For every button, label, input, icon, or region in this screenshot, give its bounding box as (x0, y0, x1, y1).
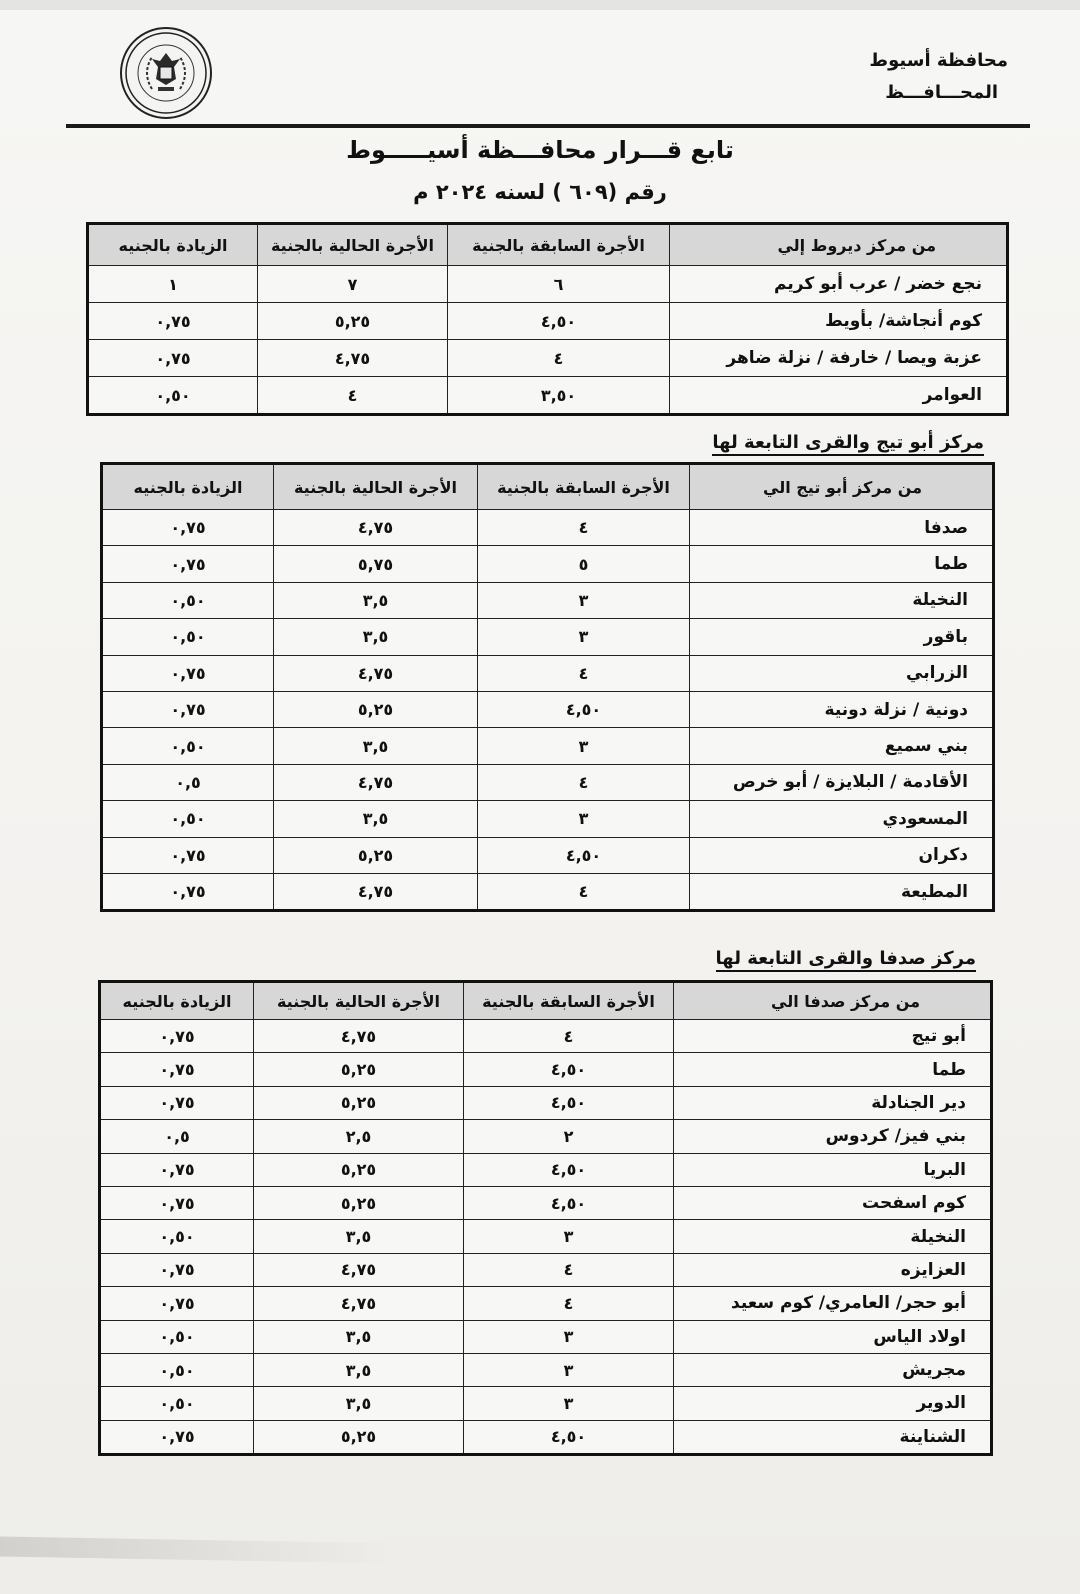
previous-fare-cell: ٤,٥٠ (464, 1086, 674, 1119)
decree-number: رقم (٦٠٩ ) لسنه ٢٠٢٤ م (413, 180, 667, 204)
table-header-row (88, 224, 1008, 266)
table-row (100, 1053, 992, 1086)
previous-fare-cell: ٤,٥٠ (464, 1053, 674, 1086)
table-row (100, 1420, 992, 1454)
table-row (102, 728, 994, 764)
increase-cell: ٠,٧٥ (100, 1186, 254, 1219)
destination-cell: طما (690, 546, 994, 582)
current-fare-cell: ٣,٥ (274, 619, 478, 655)
increase-cell: ٠,٧٥ (88, 340, 258, 377)
increase-cell: ٠,٧٥ (88, 303, 258, 340)
increase-cell: ٠,٧٥ (102, 691, 274, 727)
increase-cell: ٠,٥ (102, 764, 274, 800)
table-row (88, 340, 1008, 377)
current-fare-cell: ٥,٢٥ (258, 303, 448, 340)
increase-cell: ٠,٥٠ (100, 1220, 254, 1253)
governorate-seal-icon (120, 27, 212, 119)
increase-cell: ٠,٧٥ (102, 510, 274, 546)
destination-cell: كوم اسفحت (674, 1186, 992, 1219)
current-fare-cell: ٣,٥ (274, 728, 478, 764)
current-fare-cell: ٣,٥ (254, 1320, 464, 1353)
increase-cell: ٠,٥٠ (88, 377, 258, 415)
governorate-name: محافظة أسيوط (869, 50, 1008, 71)
current-fare-cell: ٣,٥ (254, 1353, 464, 1386)
decree-title: تابع قـــرار محافـــظة أسيـــــوط (346, 136, 734, 164)
destination-cell: النخيلة (674, 1220, 992, 1253)
current-fare-cell: ٣,٥ (254, 1387, 464, 1420)
destination-cell: كوم أنجاشة/ بأويط (670, 303, 1008, 340)
destination-cell: دونية / نزلة دونية (690, 691, 994, 727)
col-current-fare: الأجرة الحالية بالجنية (274, 464, 478, 510)
increase-cell: ٠,٥٠ (102, 801, 274, 837)
destination-cell: بني سميع (690, 728, 994, 764)
destination-cell: دير الجنادلة (674, 1086, 992, 1119)
current-fare-cell: ٤,٧٥ (274, 510, 478, 546)
table-row (102, 619, 994, 655)
increase-cell: ٠,٥٠ (102, 619, 274, 655)
previous-fare-cell: ٤,٥٠ (464, 1186, 674, 1219)
previous-fare-cell: ٦ (448, 266, 670, 303)
destination-cell: عزبة ويصا / خارفة / نزلة ضاهر (670, 340, 1008, 377)
table-row (102, 691, 994, 727)
current-fare-cell: ٥,٢٥ (254, 1086, 464, 1119)
previous-fare-cell: ٣ (464, 1220, 674, 1253)
col-destination: من مركز ديروط إلي (670, 224, 1008, 266)
previous-fare-cell: ٢ (464, 1120, 674, 1153)
destination-cell: النخيلة (690, 582, 994, 618)
page-shadow (0, 1537, 400, 1564)
table-row (102, 582, 994, 618)
increase-cell: ٠,٥٠ (100, 1353, 254, 1386)
destination-cell: العزايزه (674, 1253, 992, 1286)
previous-fare-cell: ٤,٥٠ (478, 691, 690, 727)
table-row (102, 546, 994, 582)
table-row (102, 873, 994, 910)
col-previous-fare: الأجرة السابقة بالجنية (478, 464, 690, 510)
previous-fare-cell: ٣ (464, 1353, 674, 1386)
destination-cell: المسعودي (690, 801, 994, 837)
current-fare-cell: ٣,٥ (274, 801, 478, 837)
current-fare-cell: ٤,٧٥ (254, 1253, 464, 1286)
increase-cell: ٠,٥٠ (100, 1320, 254, 1353)
previous-fare-cell: ٣ (478, 582, 690, 618)
previous-fare-cell: ٤ (478, 510, 690, 546)
current-fare-cell: ٢,٥ (254, 1120, 464, 1153)
col-previous-fare: الأجرة السابقة بالجنية (464, 982, 674, 1020)
destination-cell: نجع خضر / عرب أبو كريم (670, 266, 1008, 303)
table-row (100, 1353, 992, 1386)
col-previous-fare: الأجرة السابقة بالجنية (448, 224, 670, 266)
table-row (100, 1086, 992, 1119)
increase-cell: ٠,٥٠ (102, 582, 274, 618)
previous-fare-cell: ٣ (478, 728, 690, 764)
current-fare-cell: ٤,٧٥ (274, 873, 478, 910)
increase-cell: ١ (88, 266, 258, 303)
table-row (100, 1020, 992, 1053)
current-fare-cell: ٧ (258, 266, 448, 303)
increase-cell: ٠,٧٥ (102, 837, 274, 873)
current-fare-cell: ٣,٥ (274, 582, 478, 618)
table-row (100, 1220, 992, 1253)
destination-cell: أبو حجر/ العامري/ كوم سعيد (674, 1287, 992, 1320)
previous-fare-cell: ٤,٥٠ (478, 837, 690, 873)
increase-cell: ٠,٥ (100, 1120, 254, 1153)
increase-cell: ٠,٧٥ (100, 1086, 254, 1119)
previous-fare-cell: ٤ (478, 764, 690, 800)
table-row (100, 1387, 992, 1420)
page-top-edge (0, 0, 1080, 10)
current-fare-cell: ٥,٢٥ (254, 1420, 464, 1454)
table-row (100, 1120, 992, 1153)
destination-cell: دكران (690, 837, 994, 873)
col-increase: الزيادة بالجنيه (100, 982, 254, 1020)
increase-cell: ٠,٥٠ (102, 728, 274, 764)
table-header-row (102, 464, 994, 510)
table-row (100, 1253, 992, 1286)
fare-table-sidfa (98, 980, 993, 1456)
increase-cell: ٠,٧٥ (102, 873, 274, 910)
table-row (88, 377, 1008, 415)
current-fare-cell: ٥,٢٥ (254, 1153, 464, 1186)
current-fare-cell: ٥,٢٥ (254, 1053, 464, 1086)
header-rule (66, 124, 1030, 128)
governor-office: المحـــافـــظ (885, 82, 998, 103)
previous-fare-cell: ٤,٥٠ (464, 1420, 674, 1454)
increase-cell: ٠,٧٥ (100, 1253, 254, 1286)
destination-cell: الأقادمة / البلايزة / أبو خرص (690, 764, 994, 800)
current-fare-cell: ٥,٢٥ (274, 691, 478, 727)
destination-cell: العوامر (670, 377, 1008, 415)
destination-cell: مجريش (674, 1353, 992, 1386)
col-current-fare: الأجرة الحالية بالجنية (254, 982, 464, 1020)
previous-fare-cell: ٣,٥٠ (448, 377, 670, 415)
table-row (102, 510, 994, 546)
table-row (88, 266, 1008, 303)
table-row (100, 1153, 992, 1186)
table-row (102, 655, 994, 691)
previous-fare-cell: ٤ (464, 1287, 674, 1320)
destination-cell: صدفا (690, 510, 994, 546)
current-fare-cell: ٥,٧٥ (274, 546, 478, 582)
current-fare-cell: ٥,٢٥ (254, 1186, 464, 1219)
previous-fare-cell: ٣ (478, 619, 690, 655)
destination-cell: طما (674, 1053, 992, 1086)
section-title-abu-tig: مركز أبو تيج والقرى التابعة لها (712, 432, 984, 456)
current-fare-cell: ٣,٥ (254, 1220, 464, 1253)
col-current-fare: الأجرة الحالية بالجنية (258, 224, 448, 266)
destination-cell: بني فيز/ كردوس (674, 1120, 992, 1153)
current-fare-cell: ٥,٢٥ (274, 837, 478, 873)
previous-fare-cell: ٤ (448, 340, 670, 377)
previous-fare-cell: ٤ (478, 655, 690, 691)
table-row (100, 1186, 992, 1219)
previous-fare-cell: ٤ (478, 873, 690, 910)
current-fare-cell: ٤ (258, 377, 448, 415)
fare-table-dairut (86, 222, 1009, 416)
table-row (100, 1320, 992, 1353)
col-destination: من مركز أبو تيج الي (690, 464, 994, 510)
destination-cell: أبو تيج (674, 1020, 992, 1053)
increase-cell: ٠,٧٥ (100, 1053, 254, 1086)
previous-fare-cell: ٥ (478, 546, 690, 582)
destination-cell: اولاد الياس (674, 1320, 992, 1353)
increase-cell: ٠,٧٥ (100, 1287, 254, 1320)
increase-cell: ٠,٧٥ (100, 1420, 254, 1454)
previous-fare-cell: ٤,٥٠ (464, 1153, 674, 1186)
destination-cell: البريا (674, 1153, 992, 1186)
previous-fare-cell: ٤,٥٠ (448, 303, 670, 340)
current-fare-cell: ٤,٧٥ (254, 1287, 464, 1320)
current-fare-cell: ٤,٧٥ (254, 1020, 464, 1053)
increase-cell: ٠,٧٥ (102, 546, 274, 582)
table-row (102, 801, 994, 837)
increase-cell: ٠,٧٥ (100, 1020, 254, 1053)
destination-cell: باقور (690, 619, 994, 655)
previous-fare-cell: ٣ (478, 801, 690, 837)
increase-cell: ٠,٥٠ (100, 1387, 254, 1420)
current-fare-cell: ٤,٧٥ (274, 764, 478, 800)
previous-fare-cell: ٤ (464, 1253, 674, 1286)
destination-cell: الزرابي (690, 655, 994, 691)
current-fare-cell: ٤,٧٥ (258, 340, 448, 377)
col-increase: الزيادة بالجنيه (102, 464, 274, 510)
destination-cell: الدوير (674, 1387, 992, 1420)
table-header-row (100, 982, 992, 1020)
increase-cell: ٠,٧٥ (100, 1153, 254, 1186)
destination-cell: المطيعة (690, 873, 994, 910)
previous-fare-cell: ٣ (464, 1320, 674, 1353)
previous-fare-cell: ٤ (464, 1020, 674, 1053)
fare-table-abu-tig (100, 462, 995, 912)
section-title-sidfa: مركز صدفا والقرى التابعة لها (716, 948, 976, 972)
table-row (102, 764, 994, 800)
col-destination: من مركز صدفا الي (674, 982, 992, 1020)
col-increase: الزيادة بالجنيه (88, 224, 258, 266)
table-row (102, 837, 994, 873)
previous-fare-cell: ٣ (464, 1387, 674, 1420)
destination-cell: الشناينة (674, 1420, 992, 1454)
increase-cell: ٠,٧٥ (102, 655, 274, 691)
current-fare-cell: ٤,٧٥ (274, 655, 478, 691)
table-row (100, 1287, 992, 1320)
table-row (88, 303, 1008, 340)
